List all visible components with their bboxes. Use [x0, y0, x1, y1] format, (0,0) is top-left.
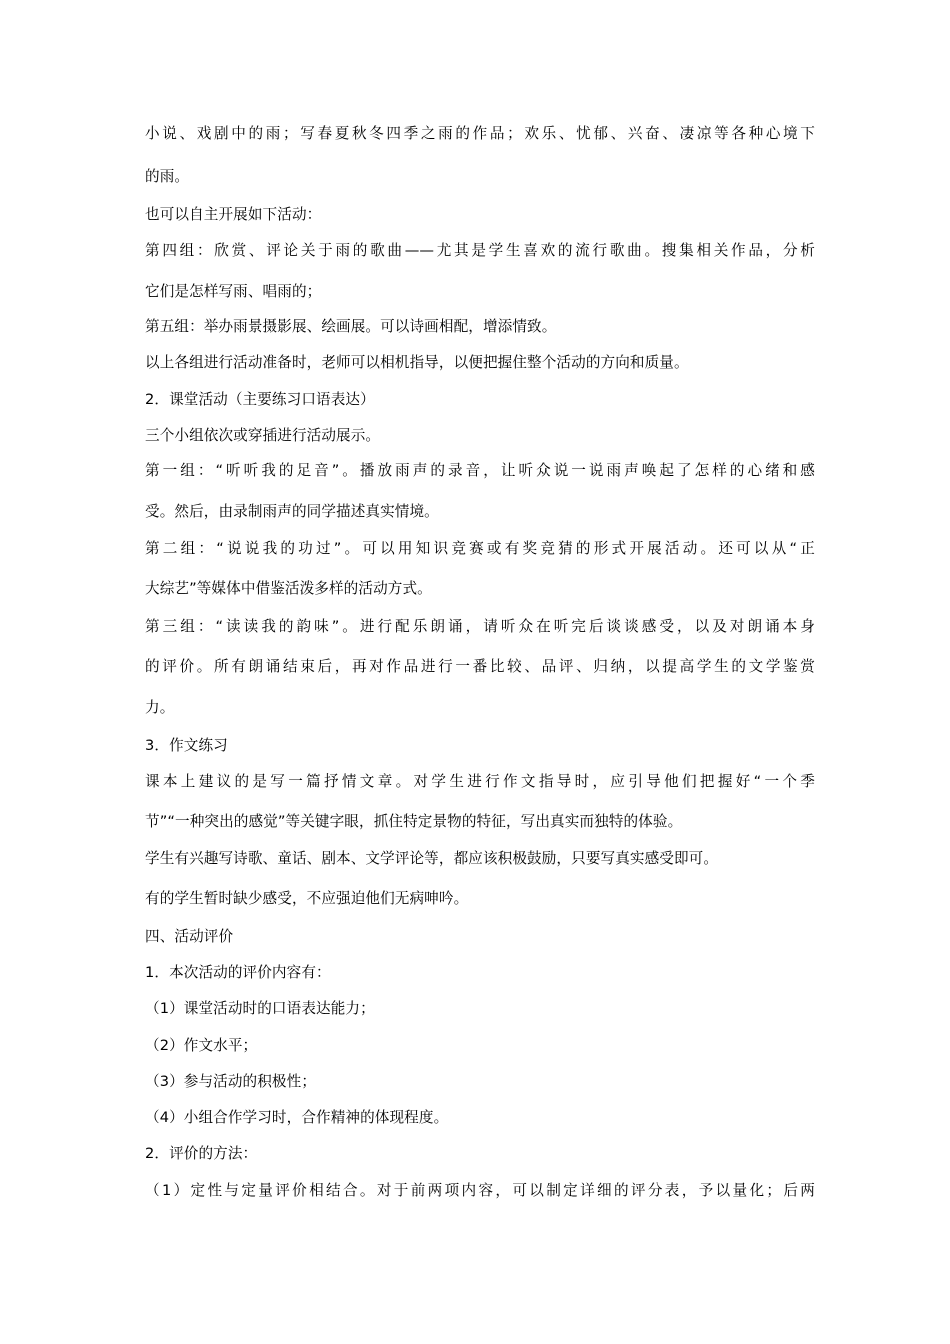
section-heading: 2．课堂活动（主要练习口语表达）	[145, 391, 375, 408]
text-line: 受。然后，由录制雨声的同学描述真实情境。	[145, 503, 439, 520]
text-line: 三个小组依次或穿插进行活动展示。	[145, 427, 381, 444]
list-item: （1）定性与定量评价相结合。对于前两项内容，可以制定详细的评分表，予以量化；后两	[145, 1182, 815, 1199]
text-line: 节”“一种突出的感觉”等关键字眼，抓住特定景物的特征，写出真实而独特的体验。	[145, 813, 683, 830]
text-line: 第二组：“说说我的功过”。可以用知识竞赛或有奖竞猜的形式开展活动。还可以从“正	[145, 540, 815, 557]
list-item: （3）参与活动的积极性；	[145, 1073, 317, 1090]
section-heading: 1．本次活动的评价内容有：	[145, 964, 331, 981]
text-line: 第四组：欣赏、评论关于雨的歌曲——尤其是学生喜欢的流行歌曲。搜集相关作品，分析	[145, 242, 815, 259]
list-item: （4）小组合作学习时，合作精神的体现程度。	[145, 1109, 449, 1126]
text-line: 力。	[145, 699, 175, 716]
text-line: 大综艺”等媒体中借鉴活泼多样的活动方式。	[145, 580, 432, 597]
text-line: 第五组：举办雨景摄影展、绘画展。可以诗画相配，增添情致。	[145, 318, 557, 335]
section-heading: 3．作文练习	[145, 737, 228, 754]
text-line: 第一组：“听听我的足音”。播放雨声的录音，让听众说一说雨声唤起了怎样的心绪和感	[145, 462, 815, 479]
text-line: 以上各组进行活动准备时，老师可以相机指导，以便把握住整个活动的方向和质量。	[145, 354, 689, 371]
section-heading: 2．评价的方法：	[145, 1145, 258, 1162]
text-line: 第三组：“读读我的韵味”。进行配乐朗诵，请听众在听完后谈谈感受，以及对朗诵本身	[145, 618, 815, 635]
text-line: 的评价。所有朗诵结束后，再对作品进行一番比较、品评、归纳，以提高学生的文学鉴赏	[145, 658, 815, 675]
list-item: （2）作文水平；	[145, 1037, 258, 1054]
text-line: 的雨。	[145, 168, 190, 185]
text-line: 学生有兴趣写诗歌、童话、剧本、文学评论等，都应该积极鼓励，只要写真实感受即可。	[145, 850, 719, 867]
text-line: 课本上建议的是写一篇抒情文章。对学生进行作文指导时，应引导他们把握好“一个季	[145, 773, 815, 790]
text-line: 小说、戏剧中的雨；写春夏秋冬四季之雨的作品；欢乐、忧郁、兴奋、凄凉等各种心境下	[145, 125, 815, 142]
section-heading: 四、活动评价	[145, 928, 234, 945]
list-item: （1）课堂活动时的口语表达能力；	[145, 1000, 375, 1017]
text-line: 它们是怎样写雨、唱雨的；	[145, 283, 322, 300]
text-line: 也可以自主开展如下活动：	[145, 206, 322, 223]
text-line: 有的学生暂时缺少感受，不应强迫他们无病呻吟。	[145, 890, 469, 907]
